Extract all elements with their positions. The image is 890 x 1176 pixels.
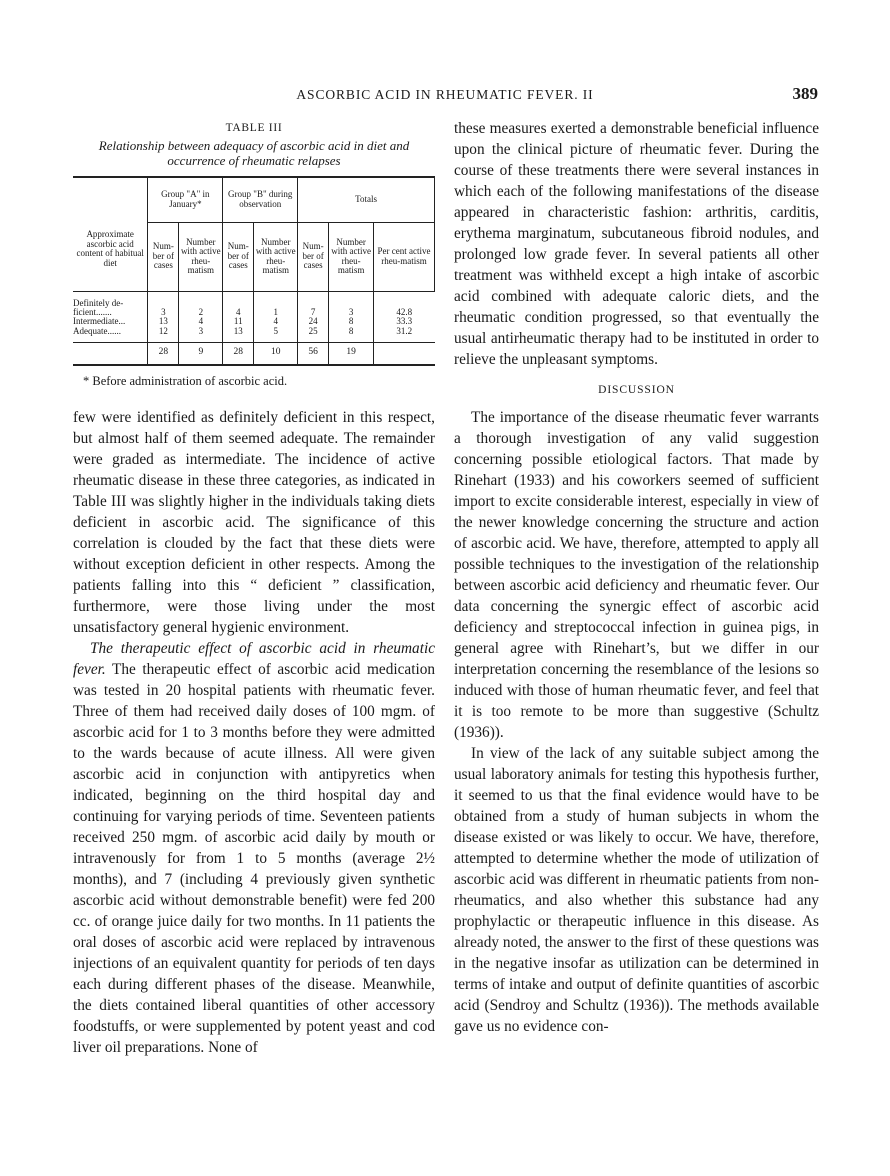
cell: 24 bbox=[298, 317, 329, 326]
table-footnote: * Before administration of ascorbic acid. bbox=[83, 373, 288, 388]
col-t-active-header: Number with active rheu-matism bbox=[329, 222, 374, 291]
cell: 42.8 bbox=[374, 291, 435, 317]
cell: 9 bbox=[179, 343, 223, 365]
cell: 56 bbox=[298, 343, 329, 365]
table-row bbox=[73, 291, 435, 317]
cell: 5 bbox=[254, 327, 298, 343]
col-a-active-header: Number with active rheu-matism bbox=[179, 222, 223, 291]
cell: 28 bbox=[148, 343, 179, 365]
cell: 7 bbox=[298, 291, 329, 317]
right-paragraph-3: In view of the lack of any suitable subject among the usual laboratory animals for testing this hypothesis further, it seemed to us that the final evidence would have to be obtained from a study of human subjects in whom the disease existed or was likely to occur. We have, therefore, attempted to determine whether the mode of utilization of ascorbic acid was different in rheumatic patients from non-rheumatics, and also whether this substance had any prophylactic or therapeutic influence in this disease. As already noted, the answer to the first of these questions was in the negative insofar as utilization can be determined in terms of intake and output of definite quantities of ascorbic acid (Sendroy and Schultz (1936)). The methods available gave us no evidence con- bbox=[454, 745, 819, 1035]
stub-header: Approximate ascorbic acid content of habitual diet bbox=[73, 177, 148, 291]
right-column bbox=[454, 118, 819, 1037]
cell: 19 bbox=[329, 343, 374, 365]
cell: 2 bbox=[179, 291, 223, 317]
table-caption: Relationship between adequacy of ascorbic acid in diet and occurrence of rheumatic relapses bbox=[98, 138, 410, 168]
left-paragraph-1: few were identified as definitely deficient in this respect, but almost half of them seemed adequate. The remainder were graded as intermediate. The incidence of active rheumatic disease in these three categories, as indicated in Table III was slightly higher in the individuals taking diets deficient in ascorbic acid. The significance of this correlation is clouded by the fact that these diets were without exception deficient in other respects. Among the patients falling into this “ deficient ” classification, furthermore, were those living under the most unsatisfactory general hygienic environment. bbox=[73, 408, 435, 636]
cell: 13 bbox=[223, 327, 254, 343]
col-b-cases-header: Num-ber of cases bbox=[223, 222, 254, 291]
page-number: 389 bbox=[792, 84, 818, 103]
discussion-heading: DISCUSSION bbox=[598, 384, 675, 396]
left-column bbox=[73, 118, 435, 1058]
running-title: ASCORBIC ACID IN RHEUMATIC FEVER. II bbox=[296, 87, 594, 102]
table-row bbox=[73, 327, 435, 343]
totals-header: Totals bbox=[298, 177, 435, 222]
group-a-header: Group "A" in January* bbox=[148, 177, 223, 222]
cell: 28 bbox=[223, 343, 254, 365]
table-row bbox=[73, 317, 435, 326]
col-t-cases-header: Num-ber of cases bbox=[298, 222, 329, 291]
cell: 11 bbox=[223, 317, 254, 326]
row-label: Definitely de-ficient....... bbox=[73, 297, 124, 317]
table-block bbox=[73, 122, 435, 389]
cell: 8 bbox=[329, 317, 374, 326]
cell: 8 bbox=[329, 327, 374, 343]
cell: 4 bbox=[179, 317, 223, 326]
col-b-active-header: Number with active rheu-matism bbox=[254, 222, 298, 291]
data-table bbox=[73, 176, 435, 366]
cell: 33.3 bbox=[374, 317, 435, 326]
cell: 10 bbox=[254, 343, 298, 365]
col-t-pct-header: Per cent active rheu-matism bbox=[374, 222, 435, 291]
col-a-cases-header: Num-ber of cases bbox=[148, 222, 179, 291]
cell bbox=[374, 343, 435, 365]
cell: 3 bbox=[179, 327, 223, 343]
row-label: Intermediate... bbox=[73, 316, 126, 327]
group-b-header: Group "B" during observation bbox=[223, 177, 298, 222]
cell: 4 bbox=[223, 291, 254, 317]
cell: 1 bbox=[254, 291, 298, 317]
table-title: TABLE III bbox=[225, 122, 283, 134]
cell: 31.2 bbox=[374, 327, 435, 343]
left-paragraph-2 bbox=[73, 638, 435, 1058]
row-label: Adequate...... bbox=[73, 325, 121, 336]
cell: 13 bbox=[148, 317, 179, 326]
right-paragraph-2: The importance of the disease rheumatic fever warrants a thorough investigation of any valid suggestion concerning possible etiological factors. That made by Rinehart (1933) and his coworkers seemed of sufficient import to excite considerable interest, especially in view of the newer knowledge concerning the structure and action of ascorbic acid. We have, therefore, attempted to apply all possible techniques to the investigation of the relationship between ascorbic acid deficiency and rheumatic fever. Our data concerning the synergic effect of ascorbic acid deficiency and streptococcal infection in guinea pigs, in general agree with Rinehart’s, but we differ in our interpretation concerning the resemblance of the lesions so induced with those of human rheumatic fever, and feel that it is too remote to be more than suggestive (Schultz (1936)). bbox=[454, 409, 819, 741]
cell: 3 bbox=[329, 291, 374, 317]
totals-row bbox=[73, 343, 435, 365]
cell: 3 bbox=[148, 291, 179, 317]
cell: 12 bbox=[148, 327, 179, 343]
running-head bbox=[0, 84, 890, 108]
cell: 25 bbox=[298, 327, 329, 343]
left-paragraph-2-text: The therapeutic effect of ascorbic acid medication was tested in 20 hospital patients with rheumatic fever. Three of them had received daily doses of 100 mgm. of ascorbic acid for 1 to 3 months before they were admitted to the wards because of acute illness. All were given ascorbic acid in conjunction with antipyretics when indicated, beginning on the third hospital day and continuing for varying periods of time. Seventeen patients received 250 mgm. of ascorbic acid daily by mouth or intravenously for from 1 to 5 months (average 2½ months), and 7 (including 4 previously given synthetic ascorbic acid without demonstrable benefit) were fed 200 cc. of orange juice daily for two months. In 11 patients the oral doses of ascorbic acid were replaced by intravenous injections of an equivalent quantity for periods of ten days each during different phases of the disease. Meanwhile, the diets contained liberal quantities of other accessory foodstuffs, or were supplemented by potent yeast and cod liver oil preparations. None of bbox=[73, 660, 435, 1056]
cell: 4 bbox=[254, 317, 298, 326]
section-lead: The therapeutic effect of ascorbic acid in rheumatic fever. bbox=[73, 639, 435, 678]
right-paragraph-1: these measures exerted a demonstrable beneficial influence upon the clinical picture of rheumatic fever. During the course of these treatments there were several instances in which each of the following manifestations of the disease appeared in characteristic fashion: arthritis, carditis, erythema marginatum, subcutaneous fibroid nodules, and prolonged low grade fever. In several patients all other treatment was withheld except a high intake of ascorbic acid combined with adequate caloric diets, and the rheumatic condition progressed, so that eventually the usual antirheumatic therapy had to be instituted in order to relieve the unpleasant symptoms. bbox=[454, 120, 819, 368]
totals-label-cell bbox=[73, 343, 148, 365]
